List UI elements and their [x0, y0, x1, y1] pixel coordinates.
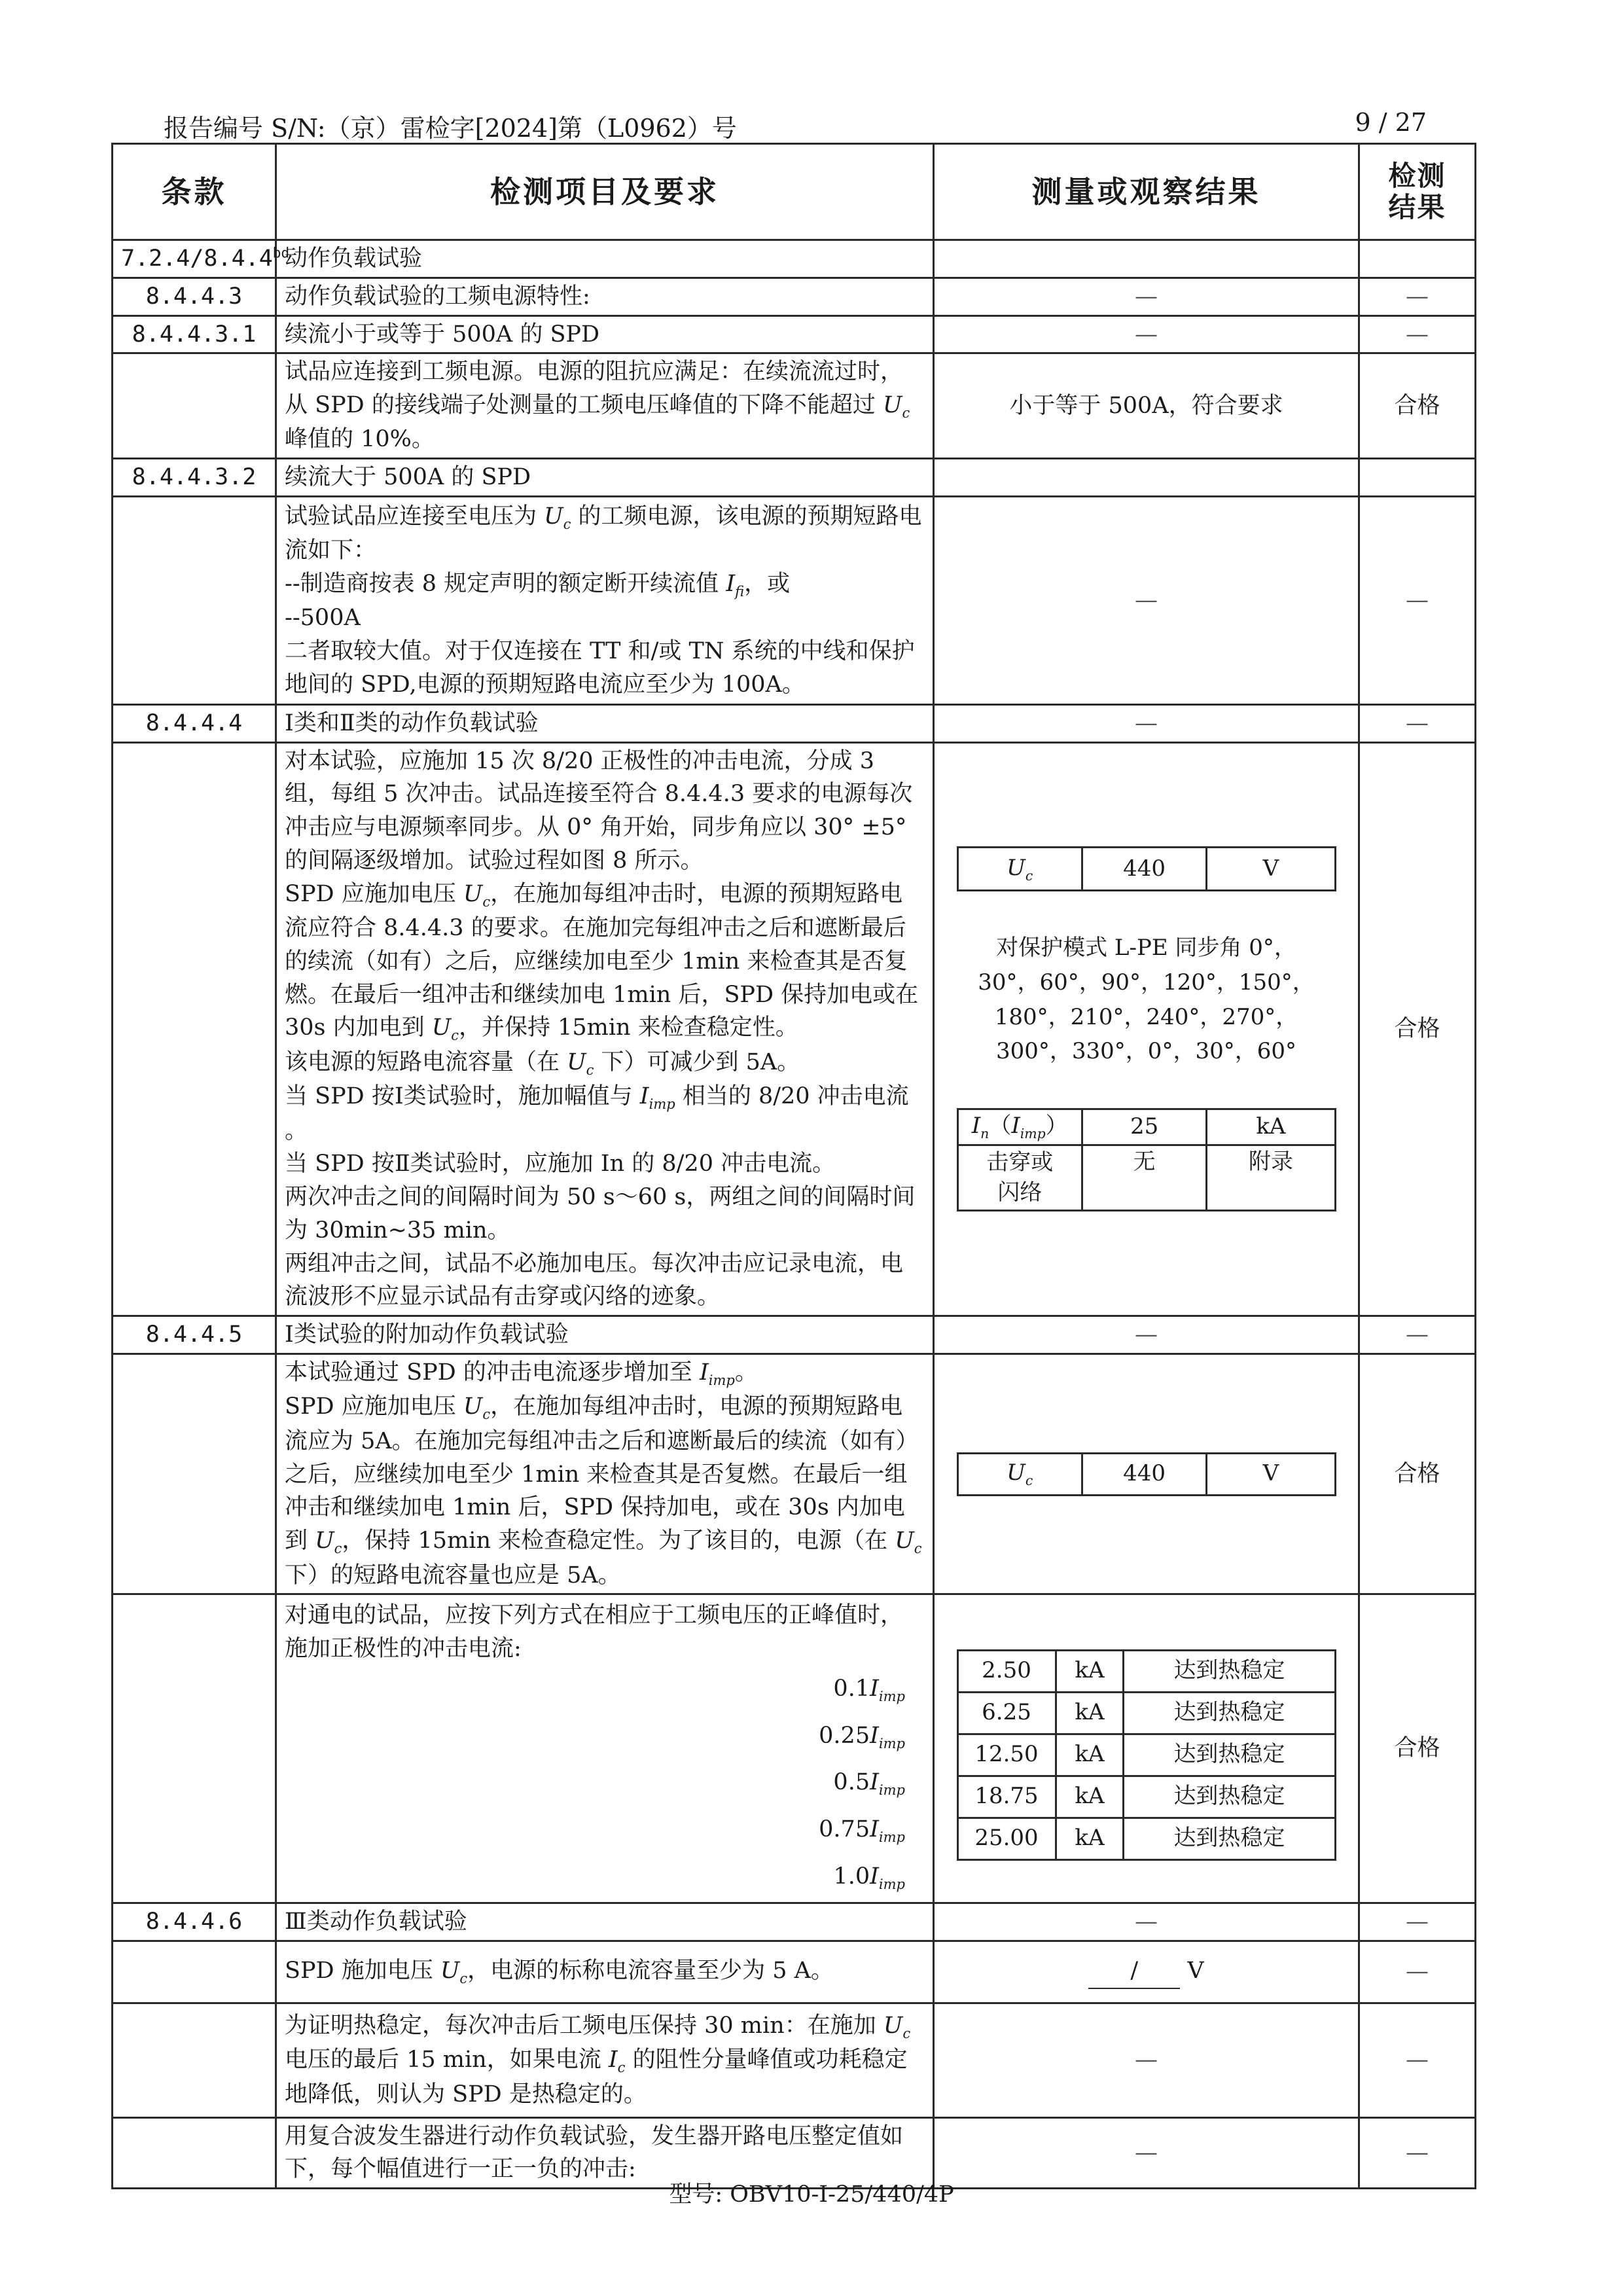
impulse-value-row — [957, 1734, 1335, 1776]
table-row — [113, 240, 1476, 278]
model-footer: 型号: OBV10-I-25/440/4P — [669, 2181, 954, 2208]
impulse-current-unit: kA — [1056, 1692, 1124, 1734]
result-cell: — — [934, 496, 1359, 704]
uc-label: $U_c$ — [957, 848, 1082, 891]
impulse-value-table — [957, 1649, 1336, 1861]
table-header-row — [113, 144, 1476, 240]
thermal-stability-status: 达到热稳定 — [1124, 1650, 1335, 1692]
impulse-value-row — [957, 1818, 1335, 1859]
item-cell: 用复合波发生器进行动作负载试验，发生器开路电压整定值如下，每个幅值进行一正一负的冲击: — [276, 2117, 934, 2189]
verdict-cell: — — [1359, 1941, 1476, 2003]
result-cell: — — [934, 704, 1359, 742]
result-cell: — — [934, 2117, 1359, 2189]
table-row — [113, 1316, 1476, 1354]
result-cell — [934, 1594, 1359, 1903]
verdict-cell: — — [1359, 2003, 1476, 2117]
sync-angles: 对保护模式 L-PE 同步角 0°， 30°，60°，90°，120°，150°， 180°，210°，240°，270°， 300°，330°，0°，30°，60° — [978, 935, 1315, 1065]
uc-label: $U_c$ — [957, 1453, 1082, 1495]
in-table — [957, 1108, 1336, 1211]
item-cell: 续流小于或等于 500A 的 SPD — [276, 315, 934, 353]
impulse-current-unit: kA — [1056, 1818, 1124, 1859]
table-row — [113, 353, 1476, 459]
thermal-stability-status: 达到热稳定 — [1124, 1734, 1335, 1776]
table-row — [113, 459, 1476, 497]
in-value: 25 — [1082, 1109, 1206, 1145]
impulse-current-value: 6.25 — [957, 1692, 1056, 1734]
clause-cell: 8.4.4.4 — [113, 704, 276, 742]
thermal-stability-status: 达到热稳定 — [1124, 1776, 1335, 1818]
impulse-current-value: 2.50 — [957, 1650, 1056, 1692]
impulse-current-unit: kA — [1056, 1650, 1124, 1692]
item-cell: 动作负载试验 — [276, 240, 934, 278]
result-cell: — — [934, 2003, 1359, 2117]
item-cell: 动作负载试验的工频电源特性: — [276, 278, 934, 315]
table-row — [113, 704, 1476, 742]
multiplier-item: $0.75I_{imp}$ — [819, 1816, 905, 1845]
clause-cell — [113, 1594, 276, 1903]
impulse-current-value: 18.75 — [957, 1776, 1056, 1818]
clause-cell: 8.4.4.3 — [113, 278, 276, 315]
item-cell: Ⅰ类试验的附加动作负载试验 — [276, 1316, 934, 1354]
item-cell: 为证明热稳定，每次冲击后工频电压保持 30 min：在施加 $U_c$ 电压的最后 15 min，如果电流 $I_c$ 的阻性分量峰值或功耗稳定地降低，则认为 SPD 是热稳定的。 — [276, 2003, 934, 2117]
item-cell: 试验试品应连接至电压为 $U_c$ 的工频电源，该电源的预期短路电流如下： --制造商按表 8 规定声明的额定断开续流值 $I_{fi}$，或 --500A 二者取较大值。对于仅连接在 TT 和/或 TN 系统的中线和保护地间的 SPD,电源的预期短路电流应至少为 100A。 — [276, 496, 934, 704]
verdict-cell: — — [1359, 1316, 1476, 1354]
clause-cell: 7.2.4/8.4.4$^{bd}$ — [113, 240, 276, 278]
item-cell: Ⅲ类动作负载试验 — [276, 1903, 934, 1941]
table-row — [113, 2003, 1476, 2117]
uc-unit: V — [1207, 1453, 1335, 1495]
verdict-cell — [1359, 459, 1476, 497]
clause-cell: 8.4.4.3.2 — [113, 459, 276, 497]
breakdown-label: 击穿或 闪络 — [957, 1145, 1082, 1211]
result-cell — [934, 240, 1359, 278]
verdict-cell: 合格 — [1359, 1354, 1476, 1594]
breakdown-note: 附录 — [1207, 1145, 1335, 1211]
verdict-cell: — — [1359, 278, 1476, 315]
verdict-cell: 合格 — [1359, 353, 1476, 459]
result-cell: — — [934, 278, 1359, 315]
impulse-current-unit: kA — [1056, 1776, 1124, 1818]
breakdown-value: 无 — [1082, 1145, 1206, 1211]
uc-value: 440 — [1082, 1453, 1206, 1495]
impulse-current-value: 12.50 — [957, 1734, 1056, 1776]
uc-table — [957, 1452, 1336, 1496]
report-serial-number: 报告编号 S/N:（京）雷检字[2024]第（L0962）号 — [164, 114, 737, 143]
table-row — [113, 1941, 1476, 2003]
verdict-cell: — — [1359, 315, 1476, 353]
clause-cell — [113, 496, 276, 704]
item-cell: 对本试验，应施加 15 次 8/20 正极性的冲击电流，分成 3 组，每组 5 次冲击。试品连接至符合 8.4.4.3 要求的电源每次冲击应与电源频率同步。从 0° 角开始，同步角应以 30° ±5° 的间隔逐级增加。试验过程如图 8 所示。 SPD 应施加电压 $U_c$，在施加每组冲击时，电源的预期短路电流应符合 8.4.4.3 的要求。在施加完每组冲击之后和遮断最后的续流（如有）之后，应继续加电至少 1min 来检查其是否复燃。在最后一组冲击和继续加电 1min 后，SPD 保持加电或在 30s 内加电到 $U_c$，并保持 15min 来检查稳定性。 该电源的短路电流容量（在 $U_c$ 下）可减少到 5A。 当 SPD 按Ⅰ类试验时，施加幅值与 $I_{imp}$ 相当的 8/20 冲击电流 。 当 SPD 按Ⅱ类试验时，应施加 In 的 8/20 冲击电流。 两次冲击之间的间隔时间为 50 s～60 s，两组之间的间隔时间为 30min~35 min。 两组冲击之间，试品不必施加电压。每次冲击应记录电流，电流波形不应显示试品有击穿或闪络的迹象。 — [276, 742, 934, 1316]
page-header — [164, 108, 1427, 147]
table-row — [113, 1903, 1476, 1941]
result-cell: — — [934, 1316, 1359, 1354]
verdict-cell: — — [1359, 496, 1476, 704]
table-row — [113, 1594, 1476, 1903]
header-test-item: 检测项目及要求 — [276, 144, 934, 240]
clause-cell — [113, 1354, 276, 1594]
header-result: 测量或观察结果 — [934, 144, 1359, 240]
item-cell: 续流大于 500A 的 SPD — [276, 459, 934, 497]
uc-value: 440 — [1082, 848, 1206, 891]
result-cell — [934, 742, 1359, 1316]
clause-cell: 8.4.4.3.1 — [113, 315, 276, 353]
thermal-stability-status: 达到热稳定 — [1124, 1818, 1335, 1859]
verdict-cell — [1359, 240, 1476, 278]
page-number: 9 / 27 — [1355, 108, 1427, 137]
clause-cell: 8.4.4.6 — [113, 1903, 276, 1941]
in-label: $I_n(I_{imp})$ — [957, 1109, 1082, 1145]
clause-cell — [113, 1941, 276, 2003]
uc-unit: V — [1207, 848, 1335, 891]
result-cell: — — [934, 1903, 1359, 1941]
test-results-table — [111, 143, 1476, 2189]
result-cell — [934, 459, 1359, 497]
table-row — [113, 1354, 1476, 1594]
result-cell: — — [934, 315, 1359, 353]
verdict-cell: — — [1359, 704, 1476, 742]
clause-cell: 8.4.4.5 — [113, 1316, 276, 1354]
thermal-stability-status: 达到热稳定 — [1124, 1692, 1335, 1734]
table-row — [113, 742, 1476, 1316]
table-row — [113, 278, 1476, 315]
item-cell: 试品应连接到工频电源。电源的阻抗应满足：在续流流过时，从 SPD 的接线端子处测量的工频电压峰值的下降不能超过 $U_c$峰值的 10%。 — [276, 353, 934, 459]
item-cell: SPD 施加电压 $U_c$，电源的标称电流容量至少为 5 A。 — [276, 1941, 934, 2003]
result-cell: / V — [934, 1941, 1359, 2003]
verdict-cell: 合格 — [1359, 742, 1476, 1316]
table-row — [113, 496, 1476, 704]
verdict-cell: — — [1359, 2117, 1476, 2189]
header-clause: 条款 — [113, 144, 276, 240]
header-verdict: 检测 结果 — [1359, 144, 1476, 240]
multiplier-item: $0.5I_{imp}$ — [833, 1769, 905, 1799]
impulse-current-unit: kA — [1056, 1734, 1124, 1776]
impulse-value-row — [957, 1776, 1335, 1818]
impulse-current-value: 25.00 — [957, 1818, 1056, 1859]
clause-cell — [113, 353, 276, 459]
multiplier-item: $0.25I_{imp}$ — [819, 1722, 905, 1751]
impulse-value-row — [957, 1692, 1335, 1734]
verdict-cell: 合格 — [1359, 1594, 1476, 1903]
in-unit: kA — [1207, 1109, 1335, 1145]
item-cell: 本试验通过 SPD 的冲击电流逐步增加至 $I_{imp}$。 SPD 应施加电压 $U_c$，在施加每组冲击时，电源的预期短路电流应为 5A。在施加完每组冲击之后和遮断最后的续流（如有）之后，应继续加电至少 1min 来检查其是否复燃。在最后一组冲击和继续加电 1min 后，SPD 保持加电，或在 30s 内加电到 $U_c$，保持 15min 来检查稳定性。为了该目的，电源（在 $U_c$ 下）的短路电流容量也应是 5A。 — [276, 1354, 934, 1594]
clause-cell — [113, 2003, 276, 2117]
multiplier-item: $0.1I_{imp}$ — [833, 1675, 905, 1704]
multiplier-item: $1.0I_{imp}$ — [833, 1863, 905, 1892]
verdict-cell: — — [1359, 1903, 1476, 1941]
result-cell: 小于等于 500A，符合要求 — [934, 353, 1359, 459]
impulse-value-row — [957, 1650, 1335, 1692]
item-cell: 对通电的试品，应按下列方式在相应于工频电压的正峰值时，施加正极性的冲击电流: $0.1I_{imp}$ $0.25I_{imp}$ $0.5I_{imp}$ $0.75I_{imp}$ $1.0I_{imp}$ — [276, 1594, 934, 1903]
item-cell: Ⅰ类和Ⅱ类的动作负载试验 — [276, 704, 934, 742]
result-cell — [934, 1354, 1359, 1594]
clause-cell — [113, 742, 276, 1316]
multiplier-list — [285, 1666, 925, 1901]
uc-table — [957, 846, 1336, 891]
table-row — [113, 315, 1476, 353]
